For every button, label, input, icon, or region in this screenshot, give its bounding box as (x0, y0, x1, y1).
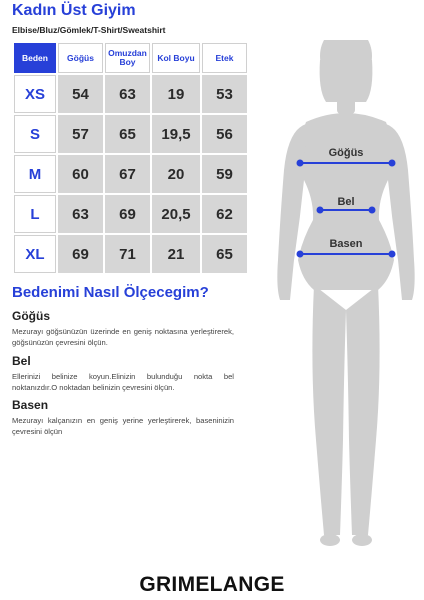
table-cell: 69 (58, 235, 103, 273)
chest-line-end-left (297, 160, 304, 167)
table-cell: 19 (152, 75, 200, 113)
brand-logo: GRIMELANGE (139, 573, 285, 596)
table-row (14, 115, 247, 153)
header-kol-boyu: Kol Boyu (152, 43, 200, 73)
table-row (14, 235, 247, 273)
table-cell: 20 (152, 155, 200, 193)
table-cell: 63 (58, 195, 103, 233)
table-cell: 63 (105, 75, 150, 113)
table-cell: 69 (105, 195, 150, 233)
table-cell: 56 (202, 115, 247, 153)
guide-title: Bedenimi Nasıl Ölçecegim? (12, 284, 209, 301)
size-label-cell: XL (14, 235, 56, 273)
header-omuzdan-boy: Omuzdan Boy (105, 43, 150, 73)
table-cell: 20,5 (152, 195, 200, 233)
table-cell: 21 (152, 235, 200, 273)
size-label-cell: M (14, 155, 56, 193)
woman-silhouette-icon (266, 40, 424, 560)
table-cell: 65 (105, 115, 150, 153)
table-row (14, 155, 247, 193)
size-label-cell: XS (14, 75, 56, 113)
table-row (14, 75, 247, 113)
table-row (14, 195, 247, 233)
table-cell: 57 (58, 115, 103, 153)
header-etek: Etek (202, 43, 247, 73)
page-subtitle: Elbise/Bluz/Gömlek/T-Shirt/Sweatshirt (12, 25, 166, 35)
table-cell: 67 (105, 155, 150, 193)
waist-instructions: Ellerinizi belinize koyun.Elinizin bulunduğu nokta bel noktanızdır.O noktadan belinizin çevresini ölçün. (12, 372, 234, 392)
chest-instructions: Mezurayı göğsünüzün üzerinde en geniş noktasına yerleştirerek, göğsünüzün çevresini ölçün. (12, 327, 234, 347)
table-cell: 62 (202, 195, 247, 233)
header-beden: Beden (14, 43, 56, 73)
hip-instructions: Mezurayı kalçanızın en geniş yerine yerleştirerek, baseninizin çevresini ölçün (12, 416, 234, 436)
waist-line-end-right (369, 207, 376, 214)
size-label-cell: L (14, 195, 56, 233)
size-table (12, 41, 249, 275)
hip-label: Basen (329, 238, 363, 250)
size-label-cell: S (14, 115, 56, 153)
waist-line-end-left (317, 207, 324, 214)
size-table-header-row (14, 43, 247, 73)
table-cell: 59 (202, 155, 247, 193)
table-cell: 71 (105, 235, 150, 273)
waist-label: Bel (337, 196, 355, 208)
hip-line-end-left (297, 251, 304, 258)
chest-label: Göğüs (328, 147, 364, 159)
hip-heading: Basen (12, 398, 49, 412)
table-cell: 54 (58, 75, 103, 113)
table-cell: 19,5 (152, 115, 200, 153)
chest-line-end-right (389, 160, 396, 167)
table-cell: 60 (58, 155, 103, 193)
page-title: Kadın Üst Giyim (12, 2, 136, 19)
waist-heading: Bel (12, 354, 31, 368)
silhouette-shape (277, 40, 414, 546)
header-gogus: Göğüs (58, 43, 103, 73)
table-cell: 65 (202, 235, 247, 273)
hip-line-end-right (389, 251, 396, 258)
table-cell: 53 (202, 75, 247, 113)
body-measurement-figure (266, 40, 424, 560)
chest-heading: Göğüs (12, 309, 50, 323)
